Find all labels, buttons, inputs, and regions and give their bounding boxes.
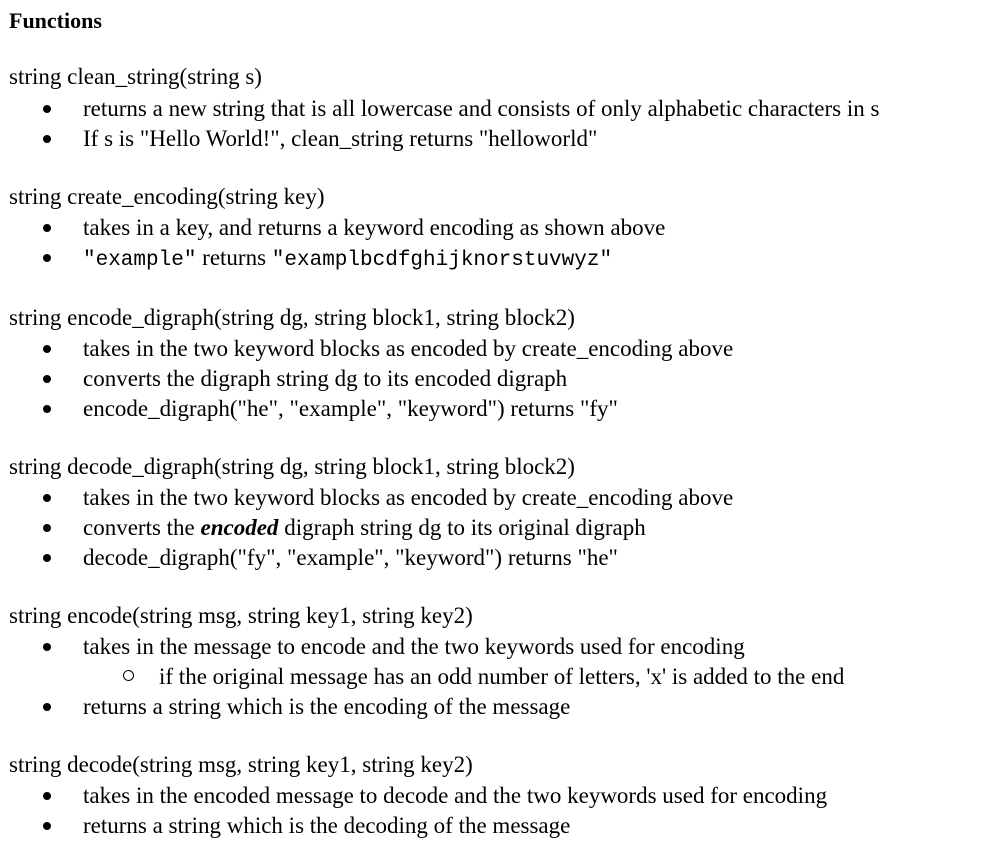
- bullet-dot-icon: [43, 254, 51, 262]
- function-signature-encode: string encode(string msg, string key1, string key2): [9, 603, 473, 628]
- bullet-dot-icon: [43, 554, 51, 562]
- bullet-dot-icon: [43, 494, 51, 502]
- bullet-text-emphasis: [83, 513, 646, 543]
- bullet-dot-icon: [43, 135, 51, 143]
- section-heading: Functions: [9, 8, 102, 33]
- bullet-dot-icon: [43, 345, 51, 353]
- bullet-text: encode_digraph("he", "example", "keyword") returns "fy": [83, 396, 618, 421]
- bullet-dot-icon: [43, 375, 51, 383]
- bullet-text: returns a string which is the decoding of the message: [83, 813, 571, 838]
- bullet-text: takes in the message to encode and the two keywords used for encoding: [83, 634, 745, 659]
- hollow-circle-bullet-icon: [123, 670, 134, 681]
- code-output: "examplbcdfghijknorstuvwyz": [271, 249, 613, 272]
- function-signature-clean-string: string clean_string(string s): [9, 64, 262, 89]
- bullet-dot-icon: [43, 703, 51, 711]
- bullet-dot-icon: [43, 792, 51, 800]
- function-signature-encode-digraph: string encode_digraph(string dg, string block1, string block2): [9, 305, 575, 330]
- bullet-text: takes in the encoded message to decode and the two keywords used for encoding: [83, 783, 828, 808]
- bullet-text: takes in the two keyword blocks as encoded by create_encoding above: [83, 485, 734, 510]
- bullet-dot-icon: [43, 524, 51, 532]
- bullet-dot-icon: [43, 822, 51, 830]
- bullet-text: returns a string which is the encoding of the message: [83, 694, 571, 719]
- bullet-text: takes in a key, and returns a keyword encoding as shown above: [83, 215, 666, 240]
- function-signature-decode-digraph: string decode_digraph(string dg, string block1, string block2): [9, 454, 575, 479]
- text-before: converts the: [83, 515, 201, 540]
- bullet-dot-icon: [43, 105, 51, 113]
- function-signature-decode: string decode(string msg, string key1, string key2): [9, 752, 473, 777]
- emphasized-word: encoded: [200, 515, 279, 540]
- bullet-text: decode_digraph("fy", "example", "keyword") returns "he": [83, 545, 618, 570]
- bullet-text: returns a new string that is all lowercase and consists of only alphabetic characters in s: [83, 96, 880, 121]
- sub-bullet-text: if the original message has an odd number of letters, 'x' is added to the end: [159, 664, 845, 689]
- function-signature-create-encoding: string create_encoding(string key): [9, 184, 325, 209]
- text-after: digraph string dg to its original digraph: [278, 515, 646, 540]
- bullet-dot-icon: [43, 405, 51, 413]
- bullet-text: converts the digraph string dg to its encoded digraph: [83, 366, 568, 391]
- bullet-text: takes in the two keyword blocks as encoded by create_encoding above: [83, 336, 734, 361]
- bullet-dot-icon: [43, 643, 51, 651]
- bullet-text: If s is "Hello World!", clean_string returns "helloworld": [83, 126, 598, 151]
- returns-text: returns: [196, 245, 272, 270]
- code-input: "example": [83, 249, 197, 272]
- bullet-dot-icon: [43, 224, 51, 232]
- bullet-text-example: [83, 243, 612, 276]
